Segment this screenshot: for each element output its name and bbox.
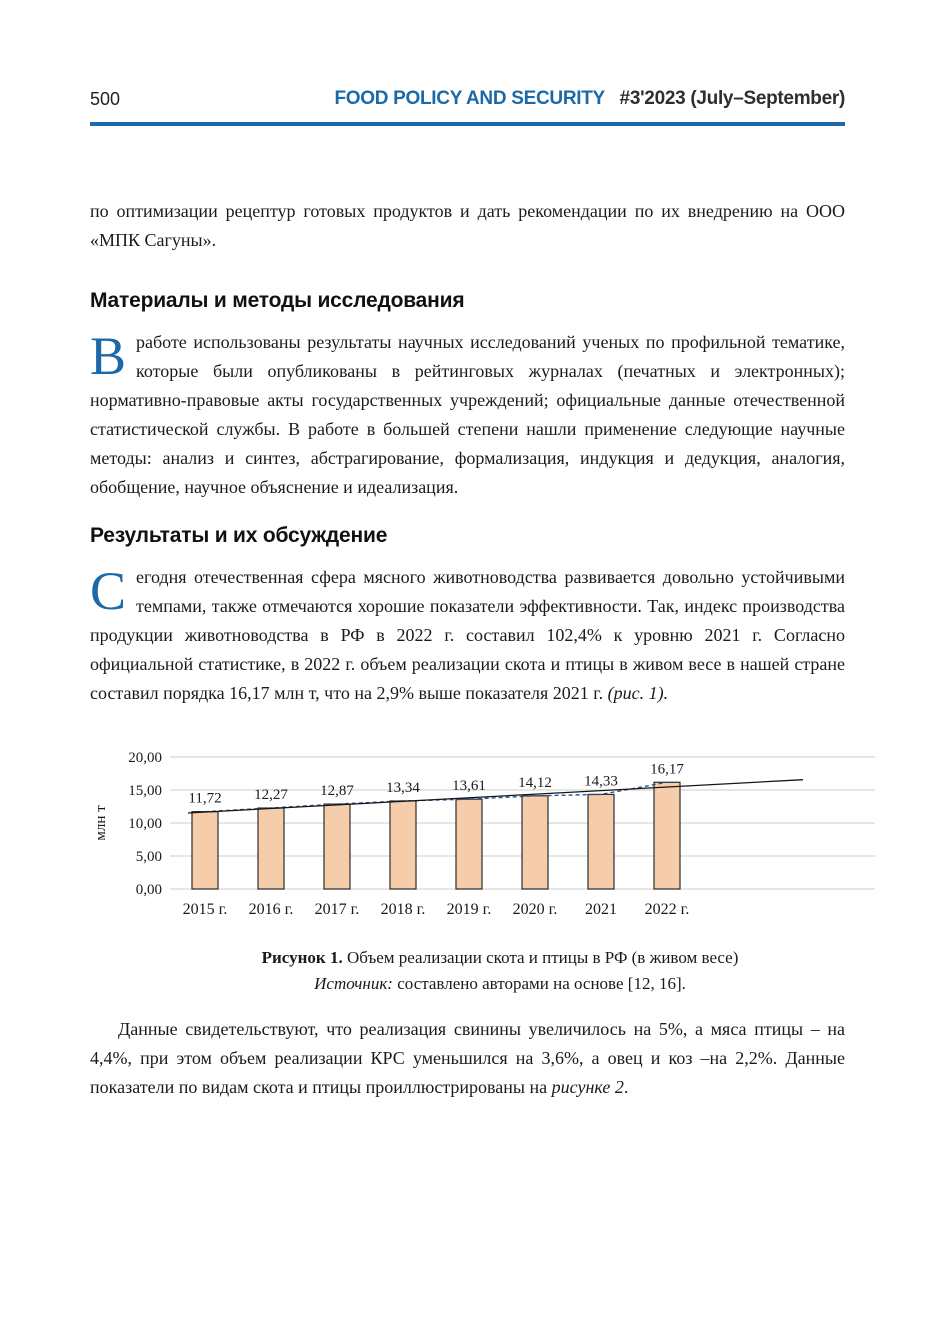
y-tick-label: 5,00 <box>135 848 162 865</box>
x-tick-label: 2021 <box>585 900 617 918</box>
methods-text: работе использованы результаты научных исследований ученых по профильной тематике, которые были опубликованы в рейтинговых журналах (печатных и электронных); нормативно-правовые акты государственных учреждений; официальные данные отечественной статистической службы. В работе в большей степени нашли применение следующие научные методы: анализ и синтез, абстрагирование, формализация, индукция и дедукция, аналогия, обобщение, научное объяснение и идеализация. <box>90 331 845 497</box>
y-tick-label: 0,00 <box>135 881 162 898</box>
bar-value-label: 16,17 <box>650 760 684 777</box>
x-tick-label: 2017 г. <box>314 900 360 918</box>
y-axis-title: млн т <box>93 804 109 841</box>
journal-header-line <box>334 88 845 110</box>
intro-text: по оптимизации рецептур готовых продуктов и дать рекомендации по их внедрению на ООО «МПК Сагуны». <box>90 200 845 250</box>
x-tick-label: 2019 г. <box>446 900 492 918</box>
x-tick-label: 2022 г. <box>644 900 690 918</box>
y-tick-label: 20,00 <box>128 749 162 766</box>
bar <box>324 804 350 889</box>
bar-value-label: 11,72 <box>188 790 222 807</box>
x-tick-label: 2015 г. <box>182 900 228 918</box>
bar <box>588 794 614 889</box>
figure-source-text: составлено авторами на основе [12, 16]. <box>392 973 686 993</box>
results-text: егодня отечественная сфера мясного животноводства развивается довольно устойчивыми темпами, также отмечаются хорошие показатели эффективности. Так, индекс производства продукции животноводства в РФ в 2022 г. составил 102,4% к уровню 2021 г. Согласно официальной статистике, в 2022 г. объем реализации скота и птицы в живом весе в нашей стране составил порядка 16,17 млн т, что на 2,9% выше показателя 2021 г. <box>90 566 845 703</box>
heading-methods: Материалы и методы исследования <box>90 288 465 312</box>
bar <box>390 800 416 888</box>
issue-info: #3'2023 (July–September) <box>619 88 845 109</box>
bar <box>192 811 218 888</box>
x-tick-label: 2018 г. <box>380 900 426 918</box>
bar <box>258 808 284 889</box>
bar-value-label: 12,87 <box>320 782 354 799</box>
y-tick-label: 15,00 <box>128 782 162 799</box>
discussion-text: Данные свидетельствуют, что реализация свинины увеличилось на 5%, а мяса птицы – на 4,4%, при этом объем реализации КРС уменьшился на 3,6%, а овец и коз –на 2,2%. Данные показатели по видам скота и птицы проиллюстрированы на <box>90 1018 845 1097</box>
heading-results: Результаты и их обсуждение <box>90 523 388 547</box>
x-tick-label: 2020 г. <box>512 900 558 918</box>
dropcap-methods: В <box>90 325 127 386</box>
figure-source-label: Источник: <box>314 973 393 993</box>
figure-caption-title-line <box>155 945 845 971</box>
dropcap-results: С <box>90 560 127 621</box>
header-rule <box>90 122 845 126</box>
intro-paragraph <box>90 197 845 255</box>
discussion-paragraph <box>90 1015 845 1102</box>
figure-title: Объем реализации скота и птицы в РФ (в живом весе) <box>342 947 739 967</box>
methods-paragraph <box>90 325 845 502</box>
bar <box>456 799 482 889</box>
figure-1 <box>85 732 845 997</box>
bar <box>522 795 548 888</box>
page-header <box>90 88 845 110</box>
figure-1-reference: (рис. 1). <box>607 682 669 703</box>
figure-1-caption <box>155 945 845 997</box>
y-tick-label: 10,00 <box>128 815 162 832</box>
bar <box>654 782 680 889</box>
results-paragraph <box>90 560 845 708</box>
figure-label: Рисунок 1. <box>261 947 343 967</box>
page-number: 500 <box>90 89 121 109</box>
bar-value-label: 14,33 <box>584 772 618 789</box>
discussion-text-end: . <box>623 1076 629 1097</box>
bar-value-label: 13,61 <box>452 777 486 794</box>
x-tick-label: 2016 г. <box>248 900 294 918</box>
figure-caption-source-line <box>155 971 845 997</box>
bar-value-label: 14,12 <box>518 774 552 791</box>
figure-2-reference: рисунке 2 <box>551 1076 624 1097</box>
journal-title: FOOD POLICY AND SECURITY <box>334 88 605 109</box>
figure-1-bar-chart <box>85 732 885 932</box>
bar-value-label: 12,27 <box>254 786 288 803</box>
bar-value-label: 13,34 <box>386 779 420 796</box>
